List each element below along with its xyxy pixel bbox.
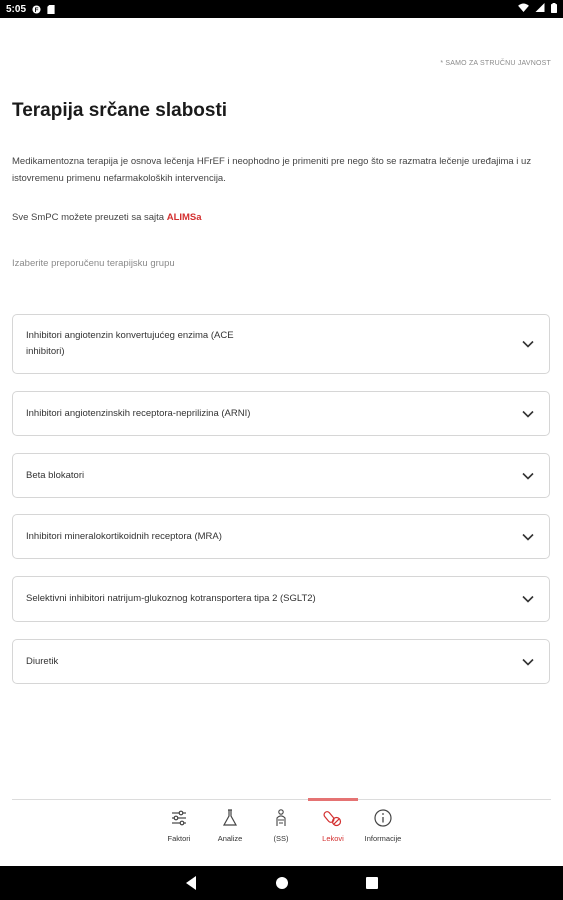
- professional-disclaimer: * SAMO ZA STRUČNU JAVNOST: [440, 60, 551, 67]
- sd-card-icon: [47, 5, 55, 14]
- flask-icon: [220, 808, 240, 828]
- chevron-down-icon: [521, 530, 535, 544]
- bottom-nav: [0, 800, 563, 866]
- group-ace-inhibitors[interactable]: [12, 314, 550, 374]
- nav-label: Analize: [217, 834, 243, 843]
- group-label: Inhibitori mineralokortikoidnih receptora (MRA): [26, 530, 222, 542]
- group-beta-blockers[interactable]: [12, 453, 550, 498]
- back-icon[interactable]: [184, 875, 198, 891]
- group-diuretic[interactable]: [12, 639, 550, 684]
- status-bar: [0, 0, 563, 18]
- intro-text: Medikamentozna terapija je osnova lečenja HFrEF i neophodno je primeniti pre nego što se razmatra lečenje uređajima i uz istovremenu primenu nefarmakoloških intervencija.: [12, 156, 532, 184]
- chevron-down-icon: [521, 407, 535, 421]
- nav-label: Informacije: [364, 834, 402, 843]
- chevron-down-icon: [521, 337, 535, 351]
- smpc-text: [12, 212, 202, 223]
- info-icon: [373, 808, 393, 828]
- recents-icon[interactable]: [365, 875, 379, 891]
- person-icon: [271, 808, 291, 828]
- pills-icon: [323, 808, 343, 828]
- choose-group-text: Izaberite preporučenu terapijsku grupu: [12, 258, 175, 269]
- status-time: 5:05: [6, 3, 27, 15]
- nav-ss[interactable]: [256, 808, 306, 843]
- signal-icon: [535, 3, 545, 15]
- nav-label: Faktori: [167, 834, 191, 843]
- chevron-down-icon: [521, 592, 535, 606]
- nav-label: Lekovi: [322, 834, 344, 843]
- nav-lekovi[interactable]: [308, 808, 358, 843]
- nav-label: (SS): [273, 834, 289, 843]
- group-mra[interactable]: [12, 514, 550, 559]
- home-icon[interactable]: [275, 875, 289, 891]
- page-title: Terapija srčane slabosti: [12, 100, 228, 121]
- alims-link[interactable]: ALIMSa: [166, 212, 202, 223]
- system-nav-bar: [0, 866, 563, 900]
- nav-faktori[interactable]: [154, 808, 204, 843]
- group-label: Inhibitori angiotenzinskih receptora-neprilizina (ARNI): [26, 407, 251, 419]
- group-sglt2[interactable]: [12, 576, 550, 622]
- chevron-down-icon: [521, 655, 535, 669]
- nav-analize[interactable]: [205, 808, 255, 843]
- smpc-prefix: Sve SmPC možete preuzeti sa sajta: [12, 212, 167, 223]
- wifi-icon: [518, 3, 529, 15]
- chevron-down-icon: [521, 469, 535, 483]
- group-label: Inhibitori angiotenzin konvertujućeg enzima (ACE inhibitori): [26, 330, 234, 357]
- sliders-icon: [169, 808, 189, 828]
- group-arni[interactable]: [12, 391, 550, 436]
- group-label: Beta blokatori: [26, 469, 85, 481]
- battery-icon: [551, 3, 557, 16]
- group-label: Diuretik: [26, 655, 59, 667]
- nav-informacije[interactable]: [358, 808, 408, 843]
- notification-icon: [32, 5, 41, 14]
- group-label: Selektivni inhibitori natrijum-glukoznog kotransportera tipa 2 (SGLT2): [26, 593, 316, 604]
- svg-text:F: F: [34, 6, 39, 14]
